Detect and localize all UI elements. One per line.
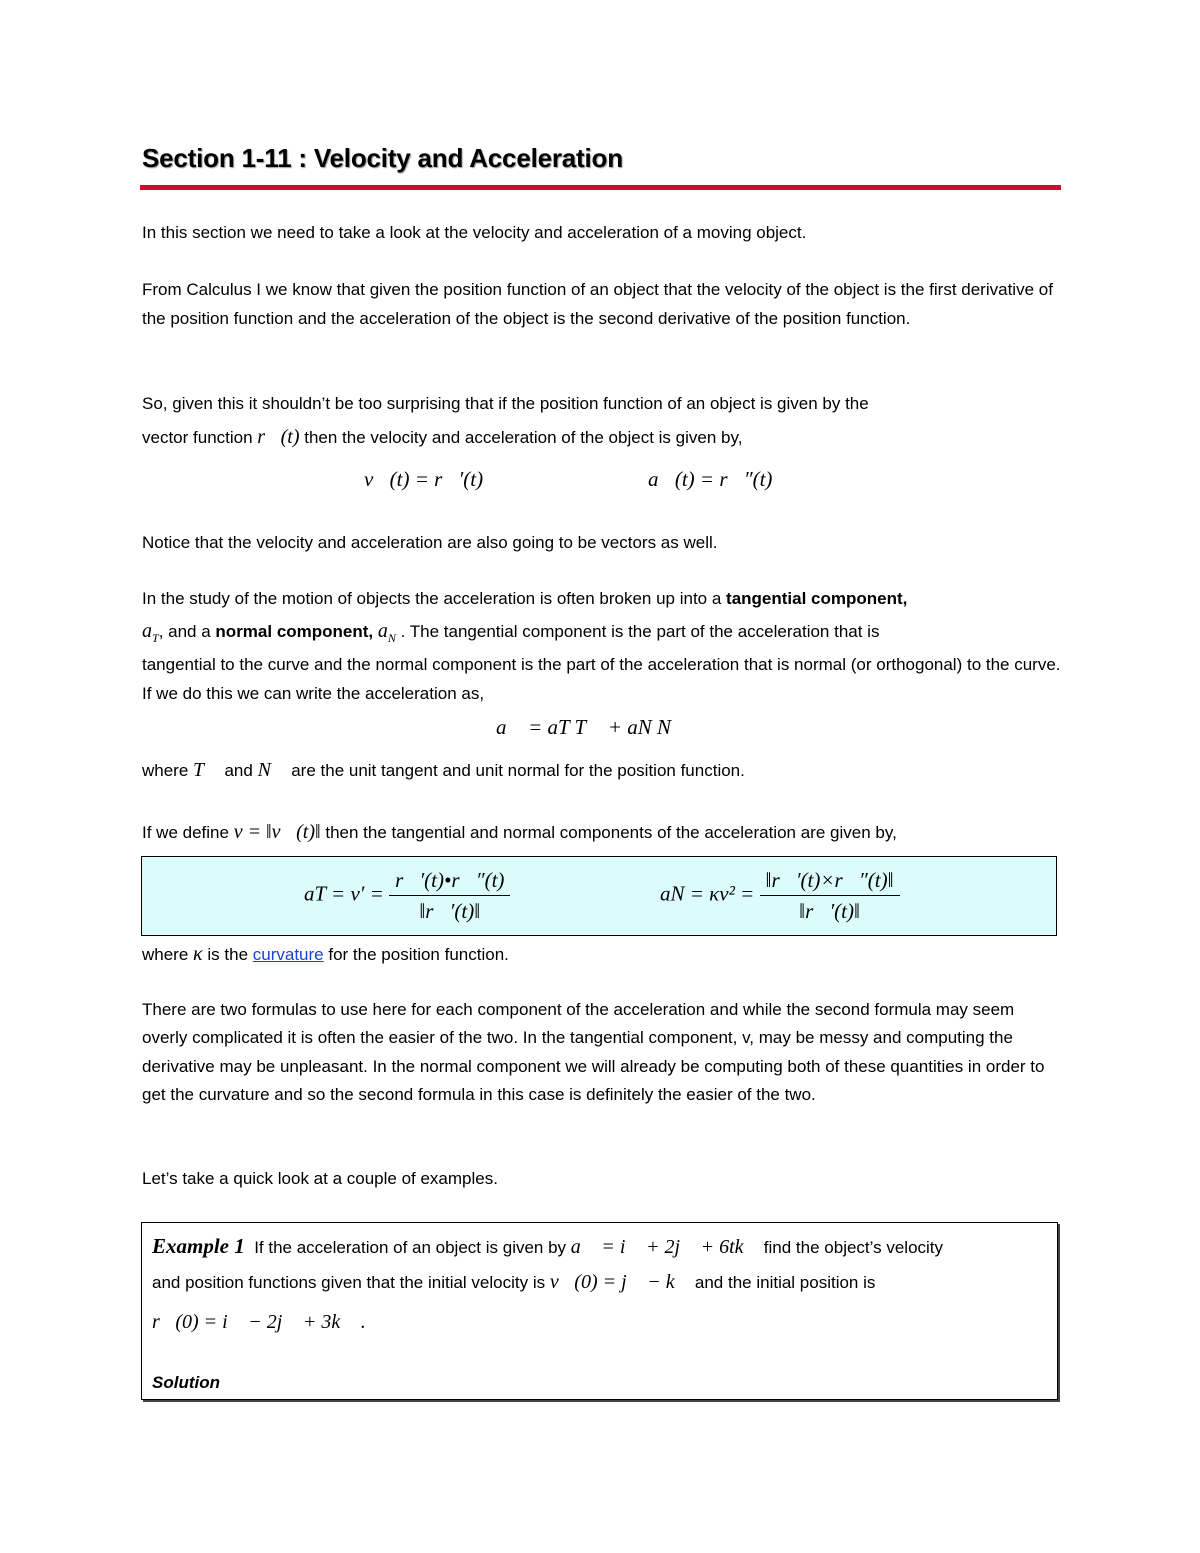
intro-paragraph: In this section we need to take a look at the velocity and acceleration of a moving object. xyxy=(142,223,807,242)
tangential-component-term: tangential component, xyxy=(726,589,908,608)
calculus-paragraph: From Calculus I we know that given the position function of an object that the velocity of the object is the first derivative of the position function and the acceleration of the object is the second derivative of the position function. xyxy=(142,280,1053,328)
example-solution xyxy=(152,1371,1042,1395)
title-underline xyxy=(140,185,1061,190)
acceleration-equation: a⃗(t) = r⃗″(t) xyxy=(648,467,773,491)
normal-component-term: normal component, xyxy=(215,622,374,641)
speed-definition-math: v = ‖v⃗(t)‖ xyxy=(233,821,321,843)
example-initial-velocity-math: v⃗(0) = j⃗ − k⃗ xyxy=(549,1271,691,1293)
example-initial-position-math: r⃗(0) = i⃗ − 2j⃗ + 3k⃗ . xyxy=(152,1311,366,1333)
solution-label: Solution xyxy=(152,1373,220,1392)
position-paragraph-line1: So, given this it shouldn’t be too surprising that if the position function of an object is given by the xyxy=(142,394,869,413)
formulas-discussion-paragraph: There are two formulas to use here for each component of the acceleration and while the second formula may seem overly complicated it is often the easier of the two. In the tangential component, v, may be messy and computing the derivative may be unpleasant. In the normal component we will already be computing both of these quantities in order to get the curvature and so the second formula in this case is definitely the easier of the two. xyxy=(142,1000,1045,1104)
example-line2: and position functions given that the initial velocity is v⃗(0) = j⃗ − k⃗ and the initial position is xyxy=(152,1271,876,1293)
normal-formula: aN = κv² = $\frac{‖r⃗'(t)\times r⃗''(t)‖}{‖r⃗'(t)‖}$ xyxy=(660,865,900,926)
speed-definition-paragraph: If we define v = ‖v⃗(t)‖ then the tangential and normal components of the acceleration are given by, xyxy=(142,821,897,843)
example-1-box xyxy=(141,1222,1058,1400)
components-paragraph-line1: In the study of the motion of objects the acceleration is often broken up into a tangential component, xyxy=(142,589,908,608)
components-paragraph-line2: $a_T$, and a normal component, $a_N$ . The tangential component is the part of the acceleration that is xyxy=(142,620,880,645)
page-title: Section 1-11 : Velocity and Acceleration xyxy=(142,143,623,173)
position-function-math: r⃗(t) xyxy=(257,426,300,448)
examples-intro-paragraph: Let’s take a quick look at a couple of examples. xyxy=(142,1169,498,1188)
curvature-link[interactable]: curvature xyxy=(252,945,324,964)
unit-vectors-paragraph: where T⃗ and N⃗ are the unit tangent and unit normal for the position function. xyxy=(142,759,745,781)
example-label: Example 1 xyxy=(152,1234,245,1258)
vectors-note-paragraph: Notice that the velocity and acceleration are also going to be vectors as well. xyxy=(142,533,718,552)
example-acceleration-math: a⃗ = i⃗ + 2j⃗ + 6tk⃗ xyxy=(570,1236,760,1258)
components-paragraph-rest: tangential to the curve and the normal component is the part of the acceleration that is normal (or orthogonal) to the curve. If we do this we can write the acceleration as, xyxy=(142,655,1061,703)
aT-symbol: $a_T$ xyxy=(142,620,159,645)
position-paragraph-line2: vector function r⃗(t) then the velocity and acceleration of the object is given by, xyxy=(142,426,743,448)
tangential-formula: aT = v′ = $\frac{r⃗'(t)•r⃗''(t)}{‖r⃗'(t)‖}$ xyxy=(304,865,510,926)
example-line1: Example 1 If the acceleration of an object is given by a⃗ = i⃗ + 2j⃗ + 6tk⃗ find the object’s velocity xyxy=(152,1234,944,1258)
aN-symbol: $a_N$ xyxy=(377,620,396,645)
components-formula-box xyxy=(141,856,1057,936)
example-line3 xyxy=(152,1307,1042,1338)
acceleration-decomposition-equation: a⃗ = aT T⃗ + aN N⃗ xyxy=(496,715,688,739)
velocity-equation: v⃗(t) = r⃗′(t) xyxy=(364,467,484,491)
curvature-paragraph: where κ is the curvature for the position function. xyxy=(142,943,509,965)
